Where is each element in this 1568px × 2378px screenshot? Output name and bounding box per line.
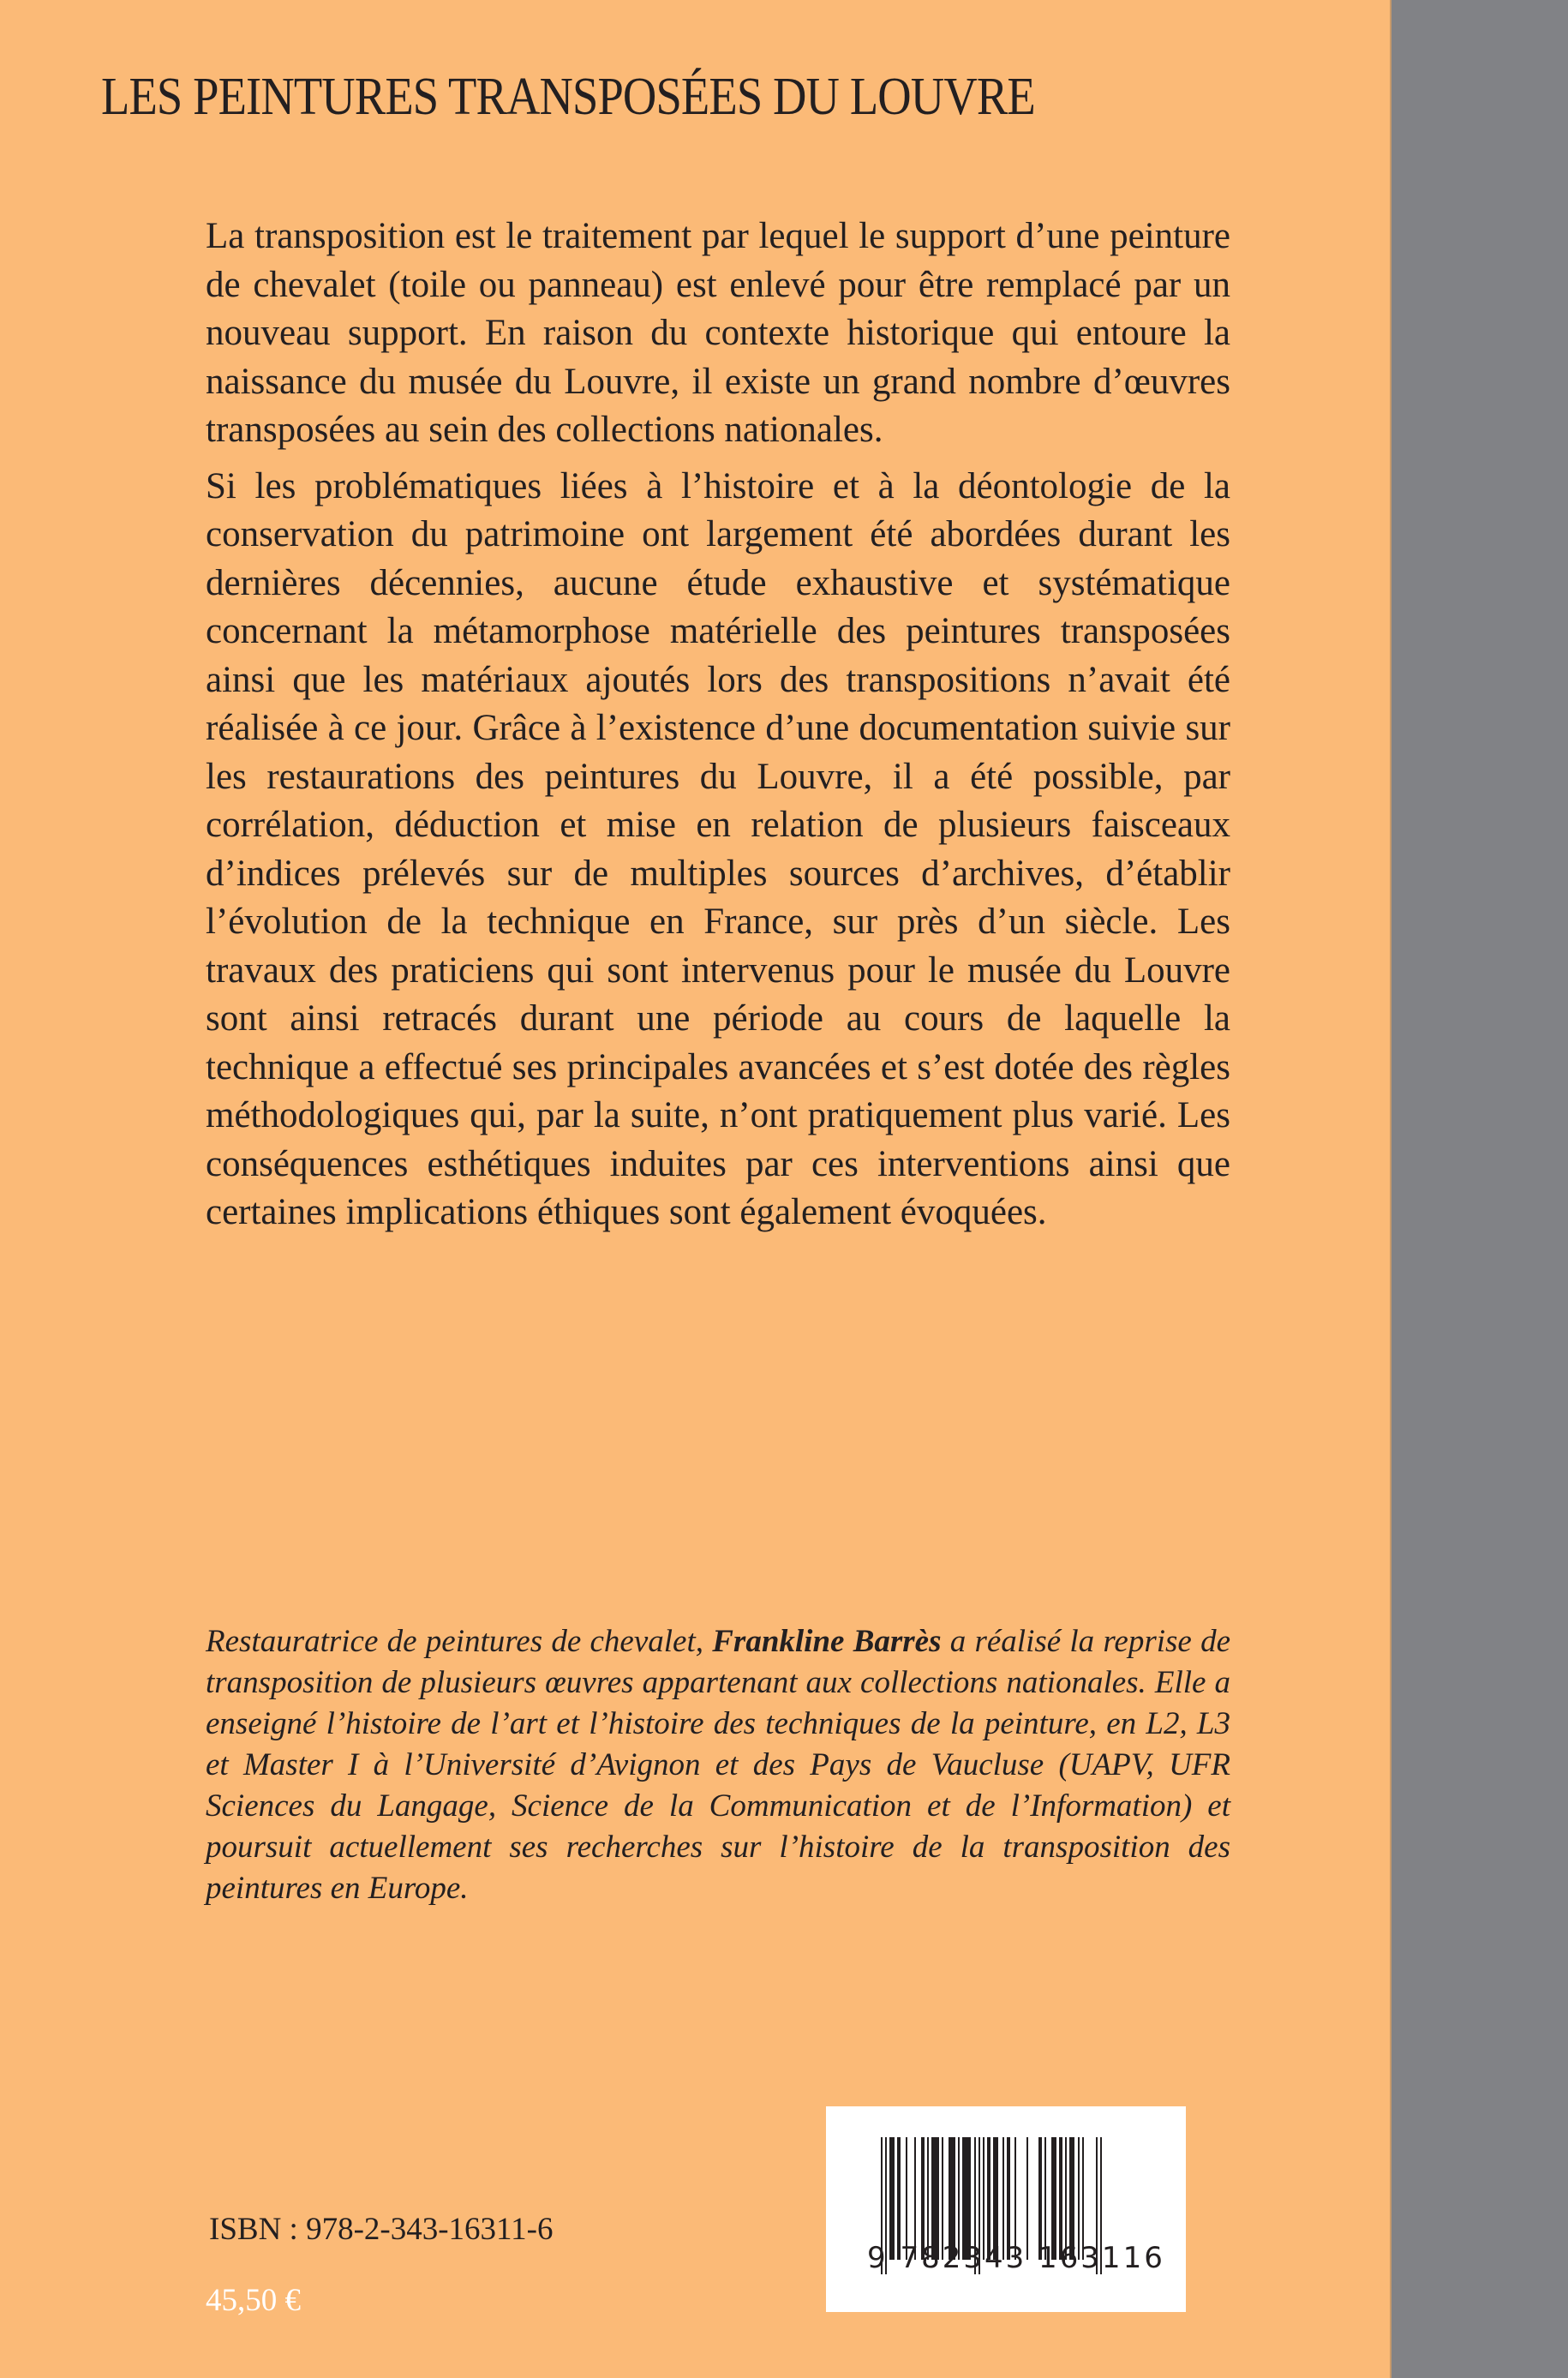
spine-strip bbox=[1390, 0, 1568, 2378]
author-name: Frankline Barrès bbox=[712, 1624, 942, 1659]
barcode bbox=[826, 2106, 1186, 2312]
book-summary bbox=[206, 213, 1230, 1245]
author-bio-intro: Restauratrice de peintures de chevalet, bbox=[206, 1624, 713, 1659]
barcode-digits: 9 782343 163116 bbox=[867, 2241, 1165, 2275]
summary-paragraph-2: Si les problématiques liées à l’histoire et à la déontologie de la conservation du patrimoine ont largement été abordées durant les dernières décennies, aucune étude exhaustive et systématique concernant la métamorphose matérielle des peintures transposées ainsi que les matériaux ajoutés lors des transpositions n’avait été réalisée à ce jour. Grâce à l’existence d’une documentation suivie sur les restaurations des peintures du Louvre, il a été possible, par corrélation, déduction et mise en relation de plusieurs faisceaux d’indices prélevés sur de multiples sources d’archives, d’établir l’évolution de la technique en France, sur près d’un siècle. Les travaux des praticiens qui sont intervenus pour le musée du Louvre sont ainsi retracés durant une période au cours de laquelle la technique a effectué ses principales avancées et s’est dotée des règles méthodologiques qui, par la suite, n’ont pratiquement plus varié. Les conséquences esthétiques induites par ces interventions ainsi que certaines implications éthiques sont également évoquées. bbox=[206, 465, 1230, 1232]
price-label: 45,50 € bbox=[206, 2283, 301, 2318]
author-bio bbox=[206, 1621, 1230, 1909]
book-title: LES PEINTURES TRANSPOSÉES DU LOUVRE bbox=[101, 68, 1035, 126]
summary-paragraph-1: La transposition est le traitement par lequel le support d’une peinture de chevalet (toile ou panneau) est enlevé pour être remplacé par un nouveau support. En raison du contexte historique qui entoure la naissance du musée du Louvre, il existe un grand nombre d’œuvres transposées au sein des collections nationales. bbox=[206, 216, 1230, 450]
author-bio-body: a réalisé la reprise de transposition de plusieurs œuvres appartenant aux collections nationales. Elle a enseigné l’histoire de l’art et l’histoire des techniques de la peinture, en L2, L3 et Master I à l’Université d’Avignon et des Pays de Vaucluse (UAPV, UFR Sciences du Langage, Science de la Communication et de l’Information) et poursuit actuellement ses recherches sur l’histoire de la transposition des peintures en Europe. bbox=[206, 1624, 1231, 1906]
isbn-label: ISBN : 978-2-343-16311-6 bbox=[209, 2212, 554, 2247]
